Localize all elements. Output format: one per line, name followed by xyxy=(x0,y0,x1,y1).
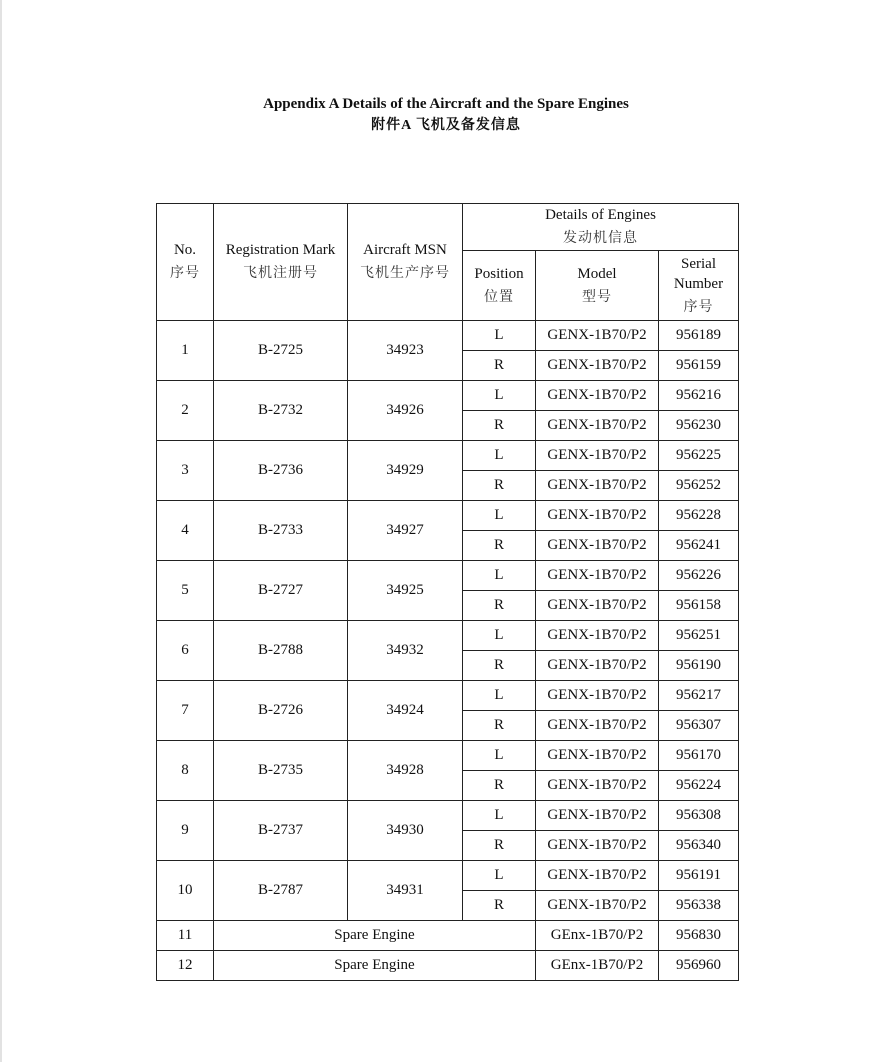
cell-no: 11 xyxy=(157,921,214,951)
cell-msn: 34926 xyxy=(348,381,463,441)
cell-no: 3 xyxy=(157,441,214,501)
header-serial-cn: 序号 xyxy=(683,299,714,315)
cell-position: R xyxy=(463,411,536,441)
header-engines-en: Details of Engines xyxy=(545,207,656,223)
cell-no: 2 xyxy=(157,381,214,441)
cell-model: GENX-1B70/P2 xyxy=(536,771,659,801)
cell-registration: B-2732 xyxy=(214,381,348,441)
table-row xyxy=(157,801,739,831)
table-body xyxy=(157,321,739,981)
cell-model: GENX-1B70/P2 xyxy=(536,801,659,831)
spare-row xyxy=(157,921,739,951)
table-row xyxy=(157,861,739,891)
cell-model: GEnx-1B70/P2 xyxy=(536,951,659,981)
cell-model: GENX-1B70/P2 xyxy=(536,831,659,861)
header-no-cn: 序号 xyxy=(170,266,200,281)
cell-model: GENX-1B70/P2 xyxy=(536,891,659,921)
cell-spare-label: Spare Engine xyxy=(214,921,536,951)
cell-serial: 956217 xyxy=(659,681,739,711)
cell-serial: 956307 xyxy=(659,711,739,741)
cell-msn: 34930 xyxy=(348,801,463,861)
header-engines-cn: 发动机信息 xyxy=(563,231,638,246)
cell-serial: 956228 xyxy=(659,501,739,531)
spare-row xyxy=(157,951,739,981)
cell-serial: 956252 xyxy=(659,471,739,501)
cell-serial: 956830 xyxy=(659,921,739,951)
cell-position: L xyxy=(463,801,536,831)
header-serial-en2: Number xyxy=(673,275,724,292)
cell-position: L xyxy=(463,861,536,891)
cell-model: GENX-1B70/P2 xyxy=(536,621,659,651)
header-model-cn: 型号 xyxy=(582,289,612,305)
cell-msn: 34923 xyxy=(348,321,463,381)
cell-position: L xyxy=(463,381,536,411)
cell-msn: 34929 xyxy=(348,441,463,501)
table-row xyxy=(157,741,739,771)
cell-serial: 956224 xyxy=(659,771,739,801)
cell-no: 9 xyxy=(157,801,214,861)
cell-msn: 34932 xyxy=(348,621,463,681)
cell-position: L xyxy=(463,741,536,771)
header-position-cn: 位置 xyxy=(484,289,514,305)
table-row xyxy=(157,381,739,411)
cell-no: 10 xyxy=(157,861,214,921)
cell-position: L xyxy=(463,561,536,591)
header-position-en: Position xyxy=(474,265,524,282)
cell-no: 4 xyxy=(157,501,214,561)
cell-model: GENX-1B70/P2 xyxy=(536,411,659,441)
cell-model: GENX-1B70/P2 xyxy=(536,501,659,531)
table-row xyxy=(157,621,739,651)
cell-spare-label: Spare Engine xyxy=(214,951,536,981)
cell-serial: 956189 xyxy=(659,321,739,351)
cell-serial: 956190 xyxy=(659,651,739,681)
cell-serial: 956230 xyxy=(659,411,739,441)
cell-model: GENX-1B70/P2 xyxy=(536,861,659,891)
table-row xyxy=(157,681,739,711)
cell-model: GENX-1B70/P2 xyxy=(536,351,659,381)
cell-serial: 956158 xyxy=(659,591,739,621)
cell-registration: B-2735 xyxy=(214,741,348,801)
header-registration-cn: 飞机注册号 xyxy=(243,266,318,281)
table-row xyxy=(157,501,739,531)
cell-position: R xyxy=(463,651,536,681)
header-msn xyxy=(348,204,463,321)
cell-msn: 34925 xyxy=(348,561,463,621)
cell-model: GENX-1B70/P2 xyxy=(536,741,659,771)
cell-msn: 34927 xyxy=(348,501,463,561)
cell-no: 12 xyxy=(157,951,214,981)
header-msn-cn: 飞机生产序号 xyxy=(360,266,450,281)
cell-position: R xyxy=(463,591,536,621)
header-model-en: Model xyxy=(577,265,617,282)
cell-registration: B-2733 xyxy=(214,501,348,561)
cell-model: GENX-1B70/P2 xyxy=(536,681,659,711)
cell-registration: B-2737 xyxy=(214,801,348,861)
cell-no: 7 xyxy=(157,681,214,741)
cell-serial: 956308 xyxy=(659,801,739,831)
cell-registration: B-2725 xyxy=(214,321,348,381)
header-serial-en: Serial xyxy=(681,255,716,272)
cell-no: 6 xyxy=(157,621,214,681)
cell-model: GENX-1B70/P2 xyxy=(536,471,659,501)
header-registration xyxy=(214,204,348,321)
aircraft-engines-table xyxy=(156,203,739,981)
header-engines xyxy=(463,204,739,251)
cell-msn: 34931 xyxy=(348,861,463,921)
cell-position: L xyxy=(463,321,536,351)
title-english: Appendix A Details of the Aircraft and the Spare Engines xyxy=(263,96,629,112)
cell-registration: B-2736 xyxy=(214,441,348,501)
cell-no: 5 xyxy=(157,561,214,621)
table-row xyxy=(157,321,739,351)
header-no xyxy=(157,204,214,321)
cell-no: 8 xyxy=(157,741,214,801)
cell-position: R xyxy=(463,471,536,501)
cell-position: R xyxy=(463,831,536,861)
cell-registration: B-2788 xyxy=(214,621,348,681)
cell-registration: B-2727 xyxy=(214,561,348,621)
header-no-en: No. xyxy=(173,242,197,258)
cell-model: GENX-1B70/P2 xyxy=(536,531,659,561)
cell-serial: 956216 xyxy=(659,381,739,411)
header-row-1 xyxy=(157,204,739,251)
cell-model: GENX-1B70/P2 xyxy=(536,441,659,471)
cell-model: GENX-1B70/P2 xyxy=(536,561,659,591)
cell-registration: B-2787 xyxy=(214,861,348,921)
cell-model: GENX-1B70/P2 xyxy=(536,321,659,351)
cell-position: L xyxy=(463,441,536,471)
header-registration-en: Registration Mark xyxy=(225,242,336,258)
cell-position: L xyxy=(463,621,536,651)
cell-model: GENX-1B70/P2 xyxy=(536,591,659,621)
cell-model: GENX-1B70/P2 xyxy=(536,651,659,681)
cell-no: 1 xyxy=(157,321,214,381)
cell-position: L xyxy=(463,681,536,711)
header-serial xyxy=(659,251,739,321)
cell-position: R xyxy=(463,531,536,561)
header-position xyxy=(463,251,536,321)
cell-position: R xyxy=(463,891,536,921)
cell-position: L xyxy=(463,501,536,531)
cell-model: GEnx-1B70/P2 xyxy=(536,921,659,951)
cell-msn: 34924 xyxy=(348,681,463,741)
cell-serial: 956170 xyxy=(659,741,739,771)
cell-position: R xyxy=(463,711,536,741)
page-edge xyxy=(0,0,2,1062)
cell-position: R xyxy=(463,351,536,381)
header-model xyxy=(536,251,659,321)
cell-serial: 956191 xyxy=(659,861,739,891)
document-title xyxy=(0,95,892,136)
cell-serial: 956226 xyxy=(659,561,739,591)
cell-serial: 956251 xyxy=(659,621,739,651)
header-msn-en: Aircraft MSN xyxy=(363,242,447,258)
table-row xyxy=(157,441,739,471)
cell-serial: 956960 xyxy=(659,951,739,981)
cell-serial: 956225 xyxy=(659,441,739,471)
cell-msn: 34928 xyxy=(348,741,463,801)
cell-serial: 956338 xyxy=(659,891,739,921)
table-row xyxy=(157,561,739,591)
cell-model: GENX-1B70/P2 xyxy=(536,381,659,411)
title-chinese: 附件A 飞机及备发信息 xyxy=(371,118,521,133)
cell-position: R xyxy=(463,771,536,801)
cell-registration: B-2726 xyxy=(214,681,348,741)
cell-serial: 956241 xyxy=(659,531,739,561)
cell-serial: 956159 xyxy=(659,351,739,381)
cell-serial: 956340 xyxy=(659,831,739,861)
cell-model: GENX-1B70/P2 xyxy=(536,711,659,741)
